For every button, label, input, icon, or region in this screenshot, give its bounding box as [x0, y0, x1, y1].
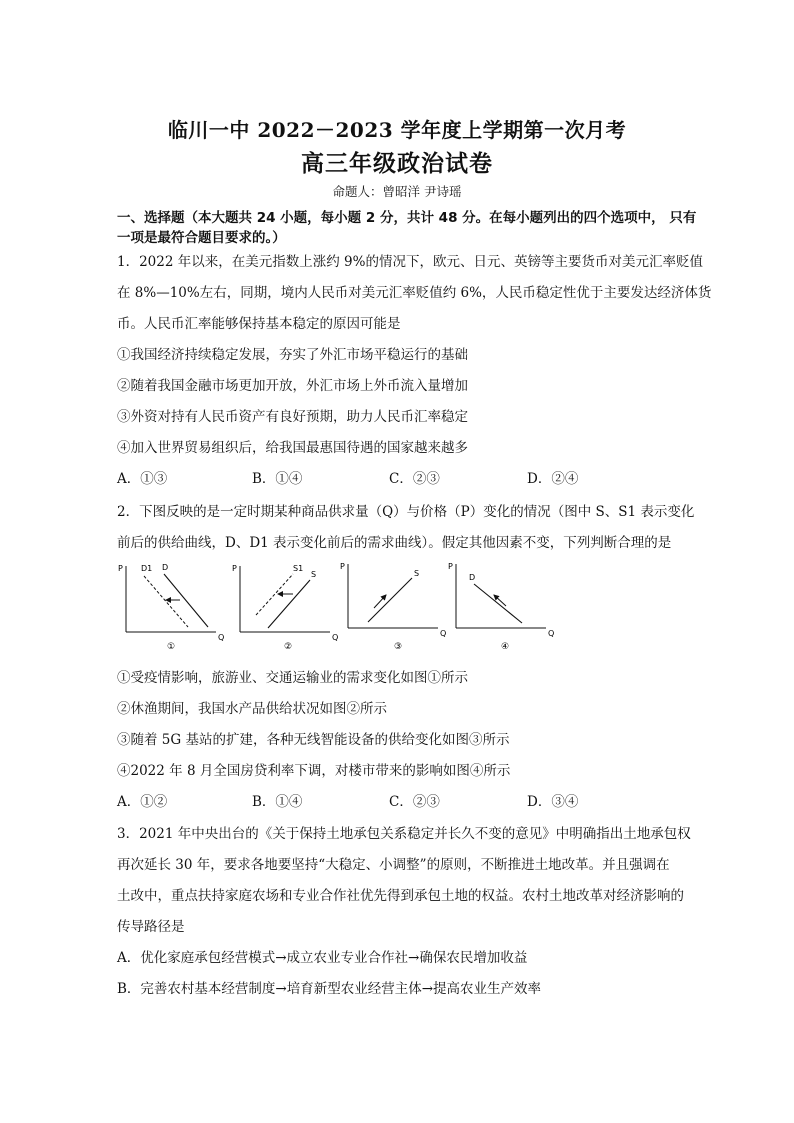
graph-4-arrow	[494, 595, 506, 606]
graph-2-s1-label: S1	[293, 564, 304, 573]
graph-2-s-curve	[268, 580, 310, 628]
graph-1-p-label: P	[118, 564, 123, 573]
graph-1-q-label: Q	[218, 633, 225, 642]
q2-item-4: ④2022 年 8 月全国房贷利率下调，对楼市带来的影响如图④所示	[117, 763, 511, 779]
graph-4	[448, 562, 554, 652]
question-setters: 命题人：曾昭洋 尹诗瑶	[332, 184, 462, 199]
q2-option-d: D．③④	[527, 794, 579, 810]
graph-3-p-label: P	[340, 562, 345, 571]
q1-option-a: A．①③	[117, 471, 168, 487]
q2-item-1: ①受疫情影响，旅游业、交通运输业的需求变化如图①所示	[117, 670, 468, 686]
section-heading-line1: 一、选择题（本大题共 24 小题，每小题 2 分，共计 48 分。在每小题列出的四个选项中， 只有	[117, 210, 697, 226]
graph-2-p-label: P	[232, 564, 237, 573]
graph-4-q-label: Q	[548, 629, 555, 638]
q2-item-2: ②休渔期间，我国水产品供给状况如图②所示	[117, 701, 387, 717]
graph-3-caption: ③	[394, 642, 403, 652]
q1-item-2: ②随着我国金融市场更加开放，外汇市场上外币流入量增加	[117, 378, 468, 394]
graph-2-q-label: Q	[332, 633, 339, 642]
graph-4-d-curve	[474, 584, 522, 623]
q3-stem-line3: 土改中，重点扶持家庭农场和专业合作社优先得到承包土地的权益。农村土地改革对经济影响的	[117, 888, 684, 904]
q1-stem-line2: 在 8%—10%左右，同期，境内人民币对美元汇率贬值约 6%，人民币稳定性优于主要发达经济体货	[117, 285, 712, 301]
q1-item-4: ④加入世界贸易组织后，给我国最惠国待遇的国家越来越多	[117, 440, 468, 456]
q3-option-a: A．优化家庭承包经营模式→成立农业专业合作社→确保农民增加收益	[117, 950, 528, 966]
q3-stem-line2: 再次延长 30 年，要求各地要坚持“大稳定、小调整”的原则，不断推进土地改革。并且强调在	[117, 857, 670, 873]
q2-item-3: ③随着 5G 基站的扩建，各种无线智能设备的供给变化如图③所示	[117, 732, 510, 748]
q1-option-c: C．②③	[389, 471, 440, 487]
graph-1-caption: ①	[167, 642, 176, 652]
graph-2	[232, 564, 338, 652]
supply-demand-graphs	[110, 558, 560, 658]
q3-option-b: B．完善农村基本经营制度→培育新型农业经营主体→提高农业生产效率	[117, 981, 542, 997]
graph-3	[340, 562, 446, 652]
graph-3-s-curve	[368, 578, 412, 622]
section-heading-line2: 一项是最符合题目要求的。）	[117, 230, 286, 246]
graph-4-caption: ④	[501, 642, 510, 652]
q1-option-d: D．②④	[527, 471, 579, 487]
q2-stem-line2: 前后的供给曲线，D、D1 表示变化前后的需求曲线）。假定其他因素不变，下列判断合理的是	[117, 535, 672, 551]
q1-stem-line3: 币。人民币汇率能够保持基本稳定的原因可能是	[117, 316, 401, 332]
graph-3-q-label: Q	[440, 629, 447, 638]
graph-1-d1-curve	[144, 576, 188, 627]
q3-stem-line4: 传导路径是	[117, 919, 185, 935]
q1-stem-line1: 1．2022 年以来，在美元指数上涨约 9%的情况下，欧元、日元、英镑等主要货币对美元汇率贬值	[117, 254, 703, 270]
q3-stem-line1: 3．2021 年中央出台的《关于保持土地承包关系稳定并长久不变的意见》中明确指出土地承包权	[117, 826, 691, 842]
q1-item-3: ③外资对持有人民币资产有良好预期，助力人民币汇率稳定	[117, 409, 468, 425]
graph-2-caption: ②	[284, 642, 293, 652]
q2-stem-line1: 2．下图反映的是一定时期某种商品供求量（Q）与价格（P）变化的情况（图中 S、S1 表示变化	[117, 504, 695, 520]
q2-option-a: A．①②	[117, 794, 168, 810]
graph-3-s-label: S	[414, 569, 420, 578]
q1-item-1: ①我国经济持续稳定发展，夯实了外汇市场平稳运行的基础	[117, 347, 468, 363]
graph-1-d-label: D	[162, 563, 169, 572]
exam-subtitle: 高三年级政治试卷	[301, 150, 493, 177]
q1-option-b: B．①④	[252, 471, 303, 487]
exam-title: 临川一中 2022－2023 学年度上学期第一次月考	[167, 118, 627, 142]
graph-4-d-label: D	[469, 573, 476, 582]
graph-1	[118, 563, 224, 652]
graph-4-p-label: P	[448, 562, 453, 571]
q2-option-c: C．②③	[389, 794, 440, 810]
graph-1-d1-label: D1	[141, 564, 153, 573]
graph-2-s-label: S	[311, 570, 317, 579]
q2-option-b: B．①④	[252, 794, 303, 810]
